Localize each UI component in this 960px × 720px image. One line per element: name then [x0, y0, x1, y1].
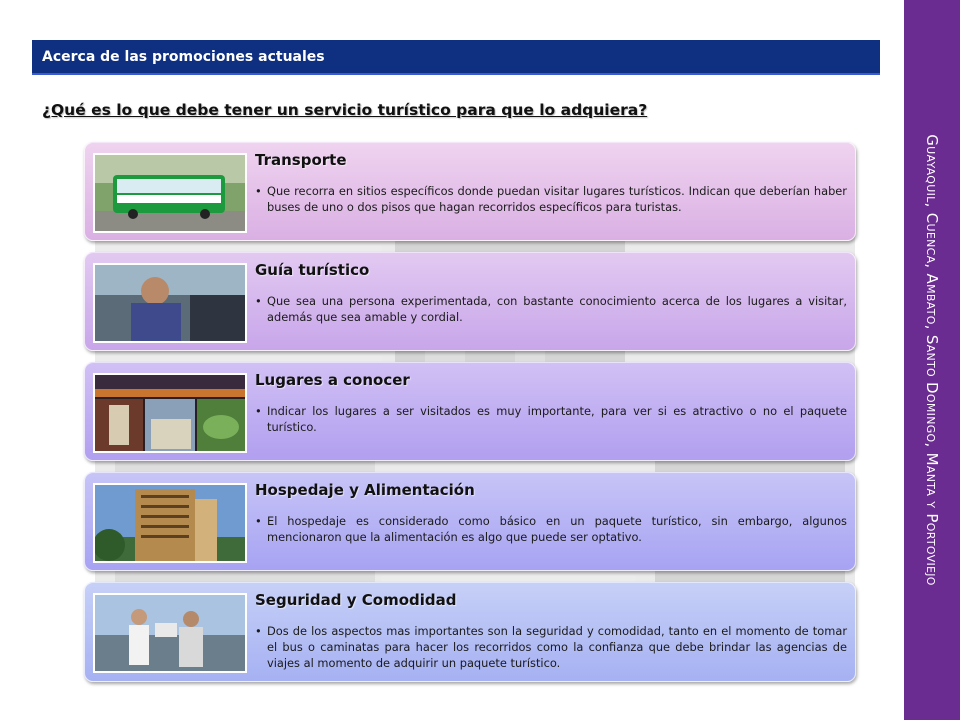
card-bullet-text: • El hospedaje es considerado como básico en un paquete turístico, sin embargo, algunos mencionaron que la alimentación es algo que puede ser optativo.	[255, 513, 847, 545]
card-hospedaje-alimentacion	[84, 472, 856, 571]
card-title: Hospedaje y Alimentación	[255, 481, 475, 499]
green-bus-photo	[93, 153, 247, 233]
card-title: Seguridad y Comodidad	[255, 591, 457, 609]
card-transporte	[84, 142, 856, 241]
card-title: Guía turístico	[255, 261, 370, 279]
landmarks-collage-photo	[93, 373, 247, 453]
tour-guide-photo	[93, 263, 247, 343]
card-lugares-a-conocer	[84, 362, 856, 461]
card-bullet-text: • Que recorra en sitios específicos donde puedan visitar lugares turísticos. Indican que deberían haber buses de uno o dos pisos que hagan recorridos específicos para turistas.	[255, 183, 847, 215]
question-heading: ¿Qué es lo que debe tener un servicio turístico para que lo adquiera?	[42, 101, 648, 119]
city-sidebar	[904, 0, 960, 720]
header-title: Acerca de las promociones actuales	[42, 48, 325, 65]
header-bar	[32, 40, 880, 75]
tourists-photo	[93, 593, 247, 673]
card-guia-turistico	[84, 252, 856, 351]
card-title: Lugares a conocer	[255, 371, 410, 389]
card-seguridad-comodidad	[84, 582, 856, 682]
hotel-building-photo	[93, 483, 247, 563]
card-bullet-text: • Que sea una persona experimentada, con bastante conocimiento acerca de los lugares a visitar, además que sea amable y cordial.	[255, 293, 847, 325]
sidebar-cities-text: Guayaquil, Cuenca, Ambato, Santo Domingo, Manta y Portoviejo	[923, 134, 941, 586]
card-bullet-text: • Indicar los lugares a ser visitados es muy importante, para ver si es atractivo o no el paquete turístico.	[255, 403, 847, 435]
card-bullet-text: • Dos de los aspectos mas importantes son la seguridad y comodidad, tanto en el momento de tomar el bus o caminatas para hacer los recorridos como la confianza que debe brindar las agencias de viajes al momento de adquirir un paquete turístico.	[255, 623, 847, 671]
card-title: Transporte	[255, 151, 347, 169]
